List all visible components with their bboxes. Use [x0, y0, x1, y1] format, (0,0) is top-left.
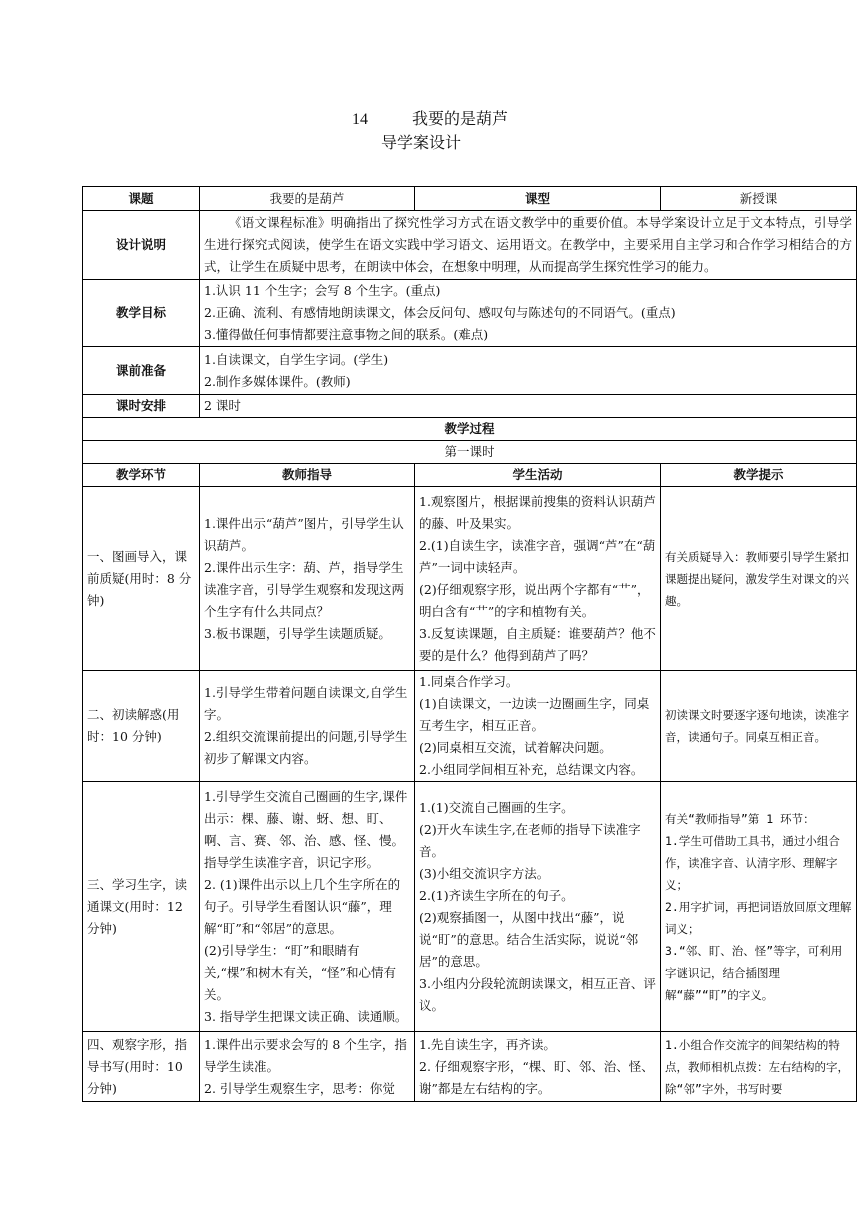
- student-item: 2. 仔细观察字形，“棵、盯、邻、治、怪、谢”都是左右结构的字。: [419, 1059, 654, 1096]
- table-row: [83, 782, 857, 1032]
- page-subtitle: 导学案设计: [380, 133, 461, 152]
- stage-cell: 三、学习生字，读通课文(用时：12 分钟): [83, 782, 200, 1032]
- goal-item: 2.正确、流利、有感情地朗读课文，体会反问句、感叹句与陈述句的不同语气。(重点): [204, 305, 676, 320]
- type-value: 新授课: [661, 187, 857, 211]
- teacher-cell: [200, 782, 415, 1032]
- goals-label: 教学目标: [83, 280, 200, 347]
- goal-item: 3.懂得做任何事情都要注意事物之间的联系。(难点): [204, 327, 489, 342]
- tip-cell: [661, 782, 857, 1032]
- student-item: 2.小组同学间相互补充，总结课文内容。: [419, 762, 644, 777]
- table-row: [83, 1032, 857, 1102]
- teacher-item: 3. 指导学生把课文读正确、读通顺。: [204, 1008, 408, 1024]
- student-item: (2)仔细观察字形，说出两个字都有“艹”，明白含有“艹”的字和植物有关。: [419, 581, 650, 619]
- prep-item: 2.制作多媒体课件。(教师): [204, 373, 351, 389]
- tip-item: 1.学生可借助工具书，通过小组合作，读准字音、认清字形、理解字义；: [665, 833, 840, 892]
- schedule-label: 课时安排: [83, 395, 200, 418]
- type-label: 课型: [415, 187, 661, 211]
- lesson-heading: [0, 106, 860, 129]
- teacher-item: 2.课件出示生字：葫、芦，指导学生读准字音，引导学生观察和发现这两个生字有什么共同点？: [204, 559, 405, 619]
- student-cell: [415, 487, 661, 671]
- student-item: (2)开火车读生字,在老师的指导下读准字音。: [419, 821, 641, 859]
- teacher-item: 1.课件出示“葫芦”图片，引导学生认识葫芦。: [204, 515, 404, 553]
- goals-list: [200, 280, 857, 347]
- teacher-item: 1.课件出示要求会写的 8 个生字，指导学生读准。: [204, 1037, 407, 1074]
- period-label: 第一课时: [83, 441, 857, 464]
- student-item: (2)同桌相互交流，试着解决问题。: [419, 740, 612, 755]
- col-header-student: 学生活动: [415, 464, 661, 487]
- stage-cell: 一、图画导入，课前质疑(用时：8 分钟): [83, 487, 200, 671]
- tip-item: 3.“邻、盯、治、怪”等字，可利用字谜识记，结合插图理解“藤”“盯”的字义。: [665, 943, 843, 1002]
- tip-cell: [661, 671, 857, 782]
- topic-value: 我要的是葫芦: [200, 187, 415, 211]
- student-cell: [415, 1032, 661, 1102]
- goal-item: 1.认识 11 个生字；会写 8 个生字。(重点): [204, 283, 441, 298]
- student-item: (1)自读课文，一边读一边圈画生字，同桌互考生字，相互正音。: [419, 696, 650, 733]
- schedule-value: 2 课时: [200, 395, 857, 418]
- prep-label: 课前准备: [83, 347, 200, 395]
- tip-item: 有关质疑导入：教师要引导学生紧扣课题提出疑问，激发学生对课文的兴趣。: [665, 549, 849, 608]
- teacher-item: 2. 引导学生观察生字，思考：你觉: [204, 1081, 395, 1096]
- student-item: 3.小组内分段轮流朗读课文，相互正音、评议。: [419, 975, 656, 1013]
- col-header-tip: 教学提示: [661, 464, 857, 487]
- lesson-plan-table: [82, 186, 857, 1102]
- teacher-item: (2)引导学生：“盯”和眼睛有关,“棵”和树木有关，“怪”和心情有关。: [204, 942, 397, 1002]
- tip-cell: [661, 487, 857, 671]
- teacher-item: 2. (1)课件出示以上几个生字所在的句子。引导学生看图认识“藤”，理解“盯”和“邻居”的意思。: [204, 876, 401, 936]
- teacher-item: 1.引导学生交流自己圈画的生字,课件出示：棵、藤、谢、蚜、想、盯、啊、言、赛、邻、治、感、怪、慢。指导学生读准字音，识记字形。: [204, 788, 408, 870]
- teacher-cell: [200, 1032, 415, 1102]
- teacher-item: 3.板书课题，引导学生读题质疑。: [204, 625, 391, 641]
- student-cell: [415, 671, 661, 782]
- student-item: 1.观察图片，根据课前搜集的资料认识葫芦的藤、叶及果实。: [419, 493, 656, 531]
- col-header-stage: 教学环节: [83, 464, 200, 487]
- tip-item: 2.用字扩词，再把词语放回原文理解词义；: [665, 899, 852, 936]
- lesson-title: 我要的是葫芦: [411, 109, 508, 128]
- student-item: 1.同桌合作学习。: [419, 674, 519, 689]
- topic-label: 课题: [83, 187, 200, 211]
- student-item: 2.(1)齐读生字所在的句子。: [419, 887, 574, 903]
- tip-item: 有关“教师指导”第 1 环节：: [665, 811, 815, 826]
- student-item: (2)观察插图一，从图中找出“藤”，说说“盯”的意思。结合生活实际，说说“邻居”的意思。: [419, 909, 639, 969]
- design-text: 《语文课程标准》明确指出了探究性学习方式在语文教学中的重要价值。本导学案设计立足于文本特点，引导学生进行探究式阅读，使学生在语文实践中学习语文、运用语文。在教学中，主要采用自主学习和合作学习相结合的方式，让学生在质疑中思考，在朗读中体会，在想象中明理，从而提高学生探究性学习的能力。: [200, 211, 857, 280]
- student-item: 1.先自读生字，再齐读。: [419, 1037, 556, 1052]
- tip-cell: [661, 1032, 857, 1102]
- stage-cell: 四、观察字形，指导书写(用时：10 分钟): [83, 1032, 200, 1102]
- teacher-cell: [200, 487, 415, 671]
- stage-cell: 二、初读解惑(用时：10 分钟): [83, 671, 200, 782]
- lesson-number: 14: [351, 111, 368, 128]
- tip-item: 初读课文时要逐字逐句地读，读准字音，读通句子。同桌互相正音。: [665, 708, 849, 744]
- student-cell: [415, 782, 661, 1032]
- teacher-cell: [200, 671, 415, 782]
- col-header-teacher: 教师指导: [200, 464, 415, 487]
- design-label: 设计说明: [83, 211, 200, 280]
- prep-item: 1.自读课文，自学生字词。(学生): [204, 351, 389, 367]
- student-item: 2.(1)自读生字，读准字音，强调“芦”在“葫芦”一词中读轻声。: [419, 537, 656, 575]
- student-item: 1.(1)交流自己圈画的生字。: [419, 799, 574, 815]
- student-item: 3.反复读课题，自主质疑：谁要葫芦？他不要的是什么？他得到葫芦了吗？: [419, 625, 656, 663]
- student-item: (3)小组交流识字方法。: [419, 865, 550, 881]
- table-row: [83, 671, 857, 782]
- table-row: [83, 487, 857, 671]
- teacher-item: 2.组织交流课前提出的问题,引导学生初步了解课文内容。: [204, 729, 408, 766]
- teacher-item: 1.引导学生带着问题自读课文,自学生字。: [204, 685, 408, 722]
- process-title: 教学过程: [83, 418, 857, 441]
- prep-list: [200, 347, 857, 395]
- tip-item: 1.小组合作交流字的间架结构的特点，教师相机点拨：左右结构的字，除“邻”字外，书写时要: [665, 1038, 849, 1096]
